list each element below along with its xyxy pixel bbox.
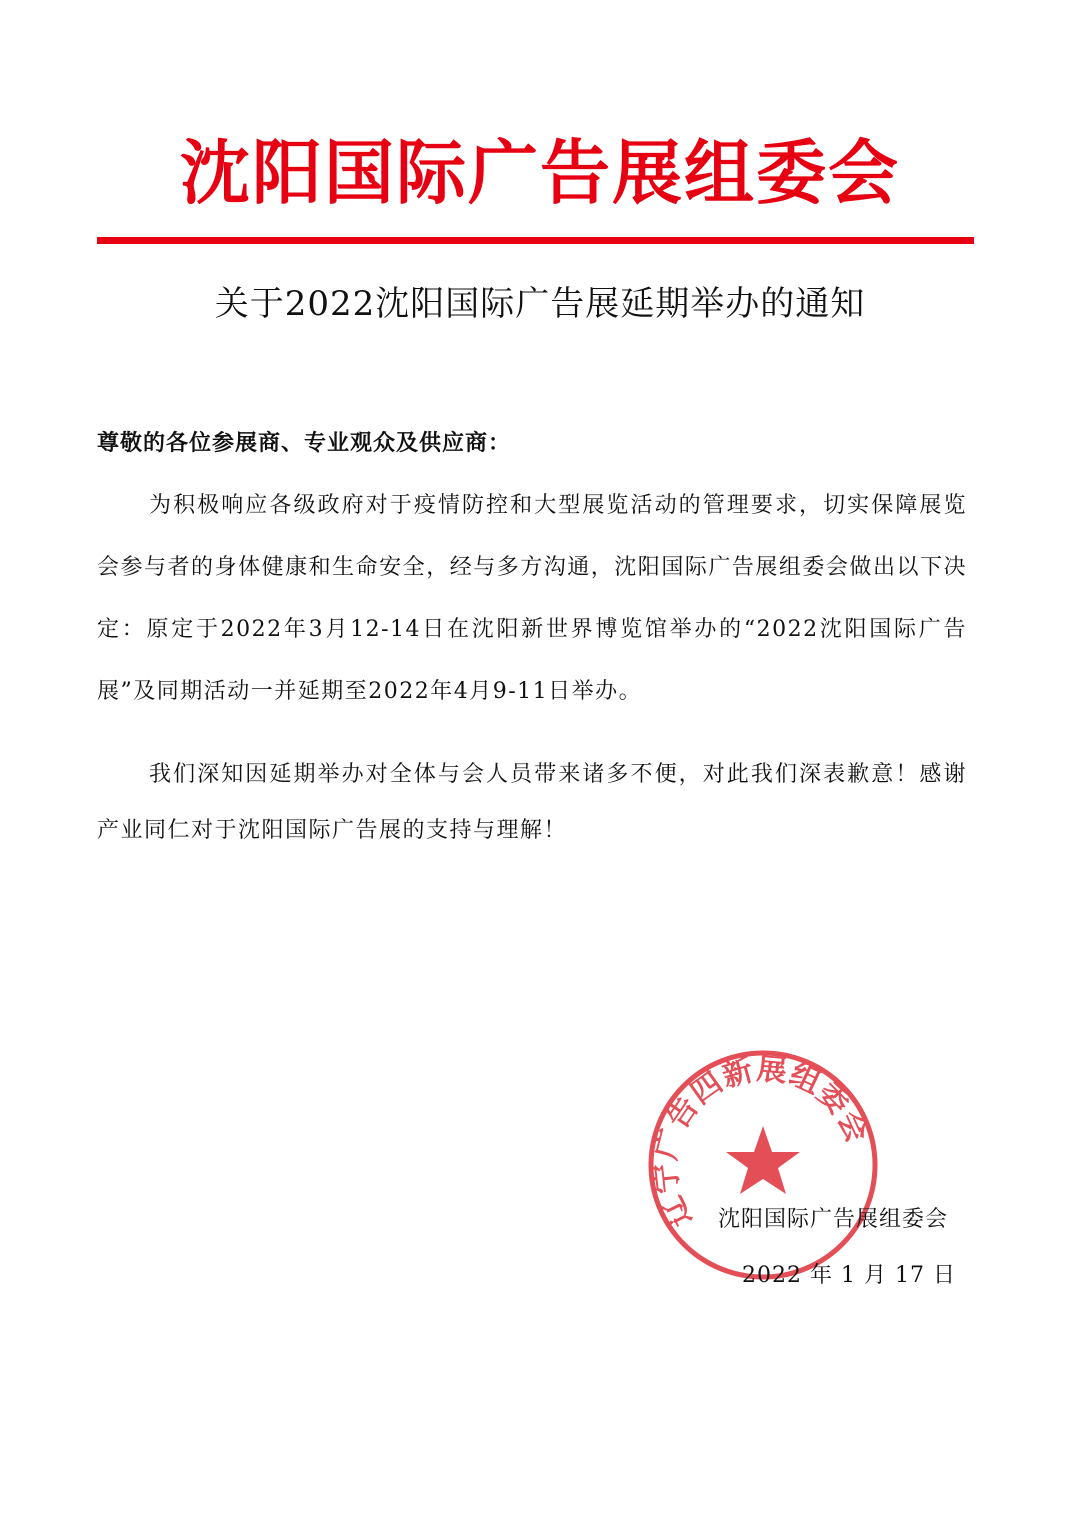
header-red-rule bbox=[97, 237, 974, 244]
notice-title: 关于2022沈阳国际广告展延期举办的通知 bbox=[214, 284, 866, 324]
seal-text: 辽宁广告四新展组委会 bbox=[647, 1051, 875, 1233]
star-icon bbox=[726, 1126, 800, 1194]
body-paragraph-1: 为积极响应各级政府对于疫情防控和大型展览活动的管理要求，切实保障展览会参与者的身体健康和生命安全，经与多方沟通，沈阳国际广告展组委会做出以下决定：原定于2022年3月12-14日在沈阳新世界博览馆举办的“2022沈阳国际广告展”及同期活动一并延期至2022年4月9-11日举办。 bbox=[97, 493, 967, 704]
signature-organization: 沈阳国际广告展组委会 bbox=[718, 1207, 949, 1232]
signature-date: 2022 年 1 月 17 日 bbox=[742, 1263, 956, 1288]
official-seal-stamp bbox=[646, 1048, 880, 1282]
organization-header-title: 沈阳国际广告展组委会 bbox=[180, 131, 900, 214]
body-paragraph-2: 我们深知因延期举办对全体与会人员带来诸多不便，对此我们深表歉意！感谢产业同仁对于沈阳国际广告展的支持与理解！ bbox=[97, 762, 967, 843]
salutation: 尊敬的各位参展商、专业观众及供应商： bbox=[97, 430, 512, 456]
